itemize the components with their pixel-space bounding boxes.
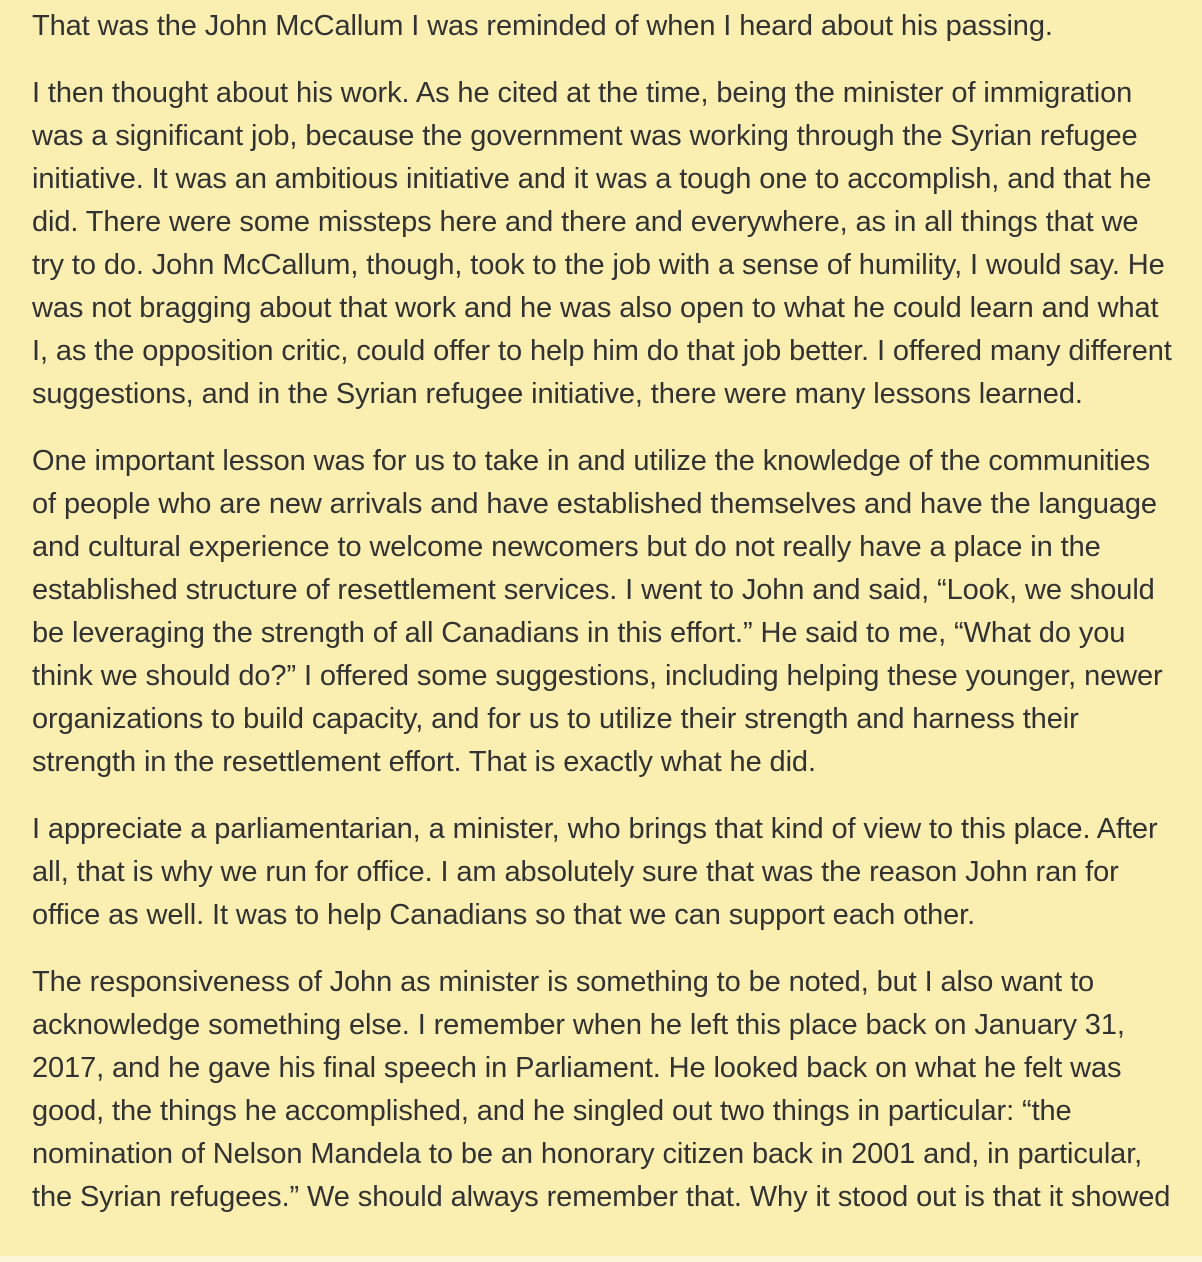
- paragraph: One important lesson was for us to take in and utilize the knowledge of the communities of people who are new arrivals and have established themselves and have the language and cultural experience to welcome newcomers but do not really have a place in the established structure of resettlement services. I went to John and said, “Look, we should be leveraging the strength of all Canadians in this effort.” He said to me, “What do you think we should do?” I offered some suggestions, including helping these younger, newer organizations to build capacity, and for us to utilize their strength and harness their strength in the resettlement effort. That is exactly what he did.: [32, 445, 1163, 778]
- page-bottom-edge: [0, 1256, 1202, 1262]
- paragraph: I appreciate a parliamentarian, a minister, who brings that kind of view to this place. After all, that is why we run for office. I am absolutely sure that was the reason John ran for office as well. It was to help Canadians so that we can support each other.: [32, 813, 1158, 931]
- paragraph: I then thought about his work. As he cited at the time, being the minister of immigration was a significant job, because the government was working through the Syrian refugee initiative. It was an ambitious initiative and it was a tough one to accomplish, and that he did. There were some missteps here and there and everywhere, as in all things that we try to do. John McCallum, though, took to the job with a sense of humility, I would say. He was not bragging about that work and he was also open to what he could learn and what I, as the opposition critic, could offer to help him do that job better. I offered many different suggestions, and in the Syrian refugee initiative, there were many lessons learned.: [32, 77, 1172, 410]
- paragraph: The responsiveness of John as minister is something to be noted, but I also want to acknowledge something else. I remember when he left this place back on January 31, 2017, and he gave his final speech in Parliament. He looked back on what he felt was good, the things he accomplished, and he singled out two things in particular: “the nomination of Nelson Mandela to be an honorary citizen back in 2001 and, in particular, the Syrian refugees.” We should always remember that. Why it stood out is that it showed: [32, 966, 1171, 1213]
- paragraph: That was the John McCallum I was reminded of when I heard about his passing.: [32, 10, 1053, 42]
